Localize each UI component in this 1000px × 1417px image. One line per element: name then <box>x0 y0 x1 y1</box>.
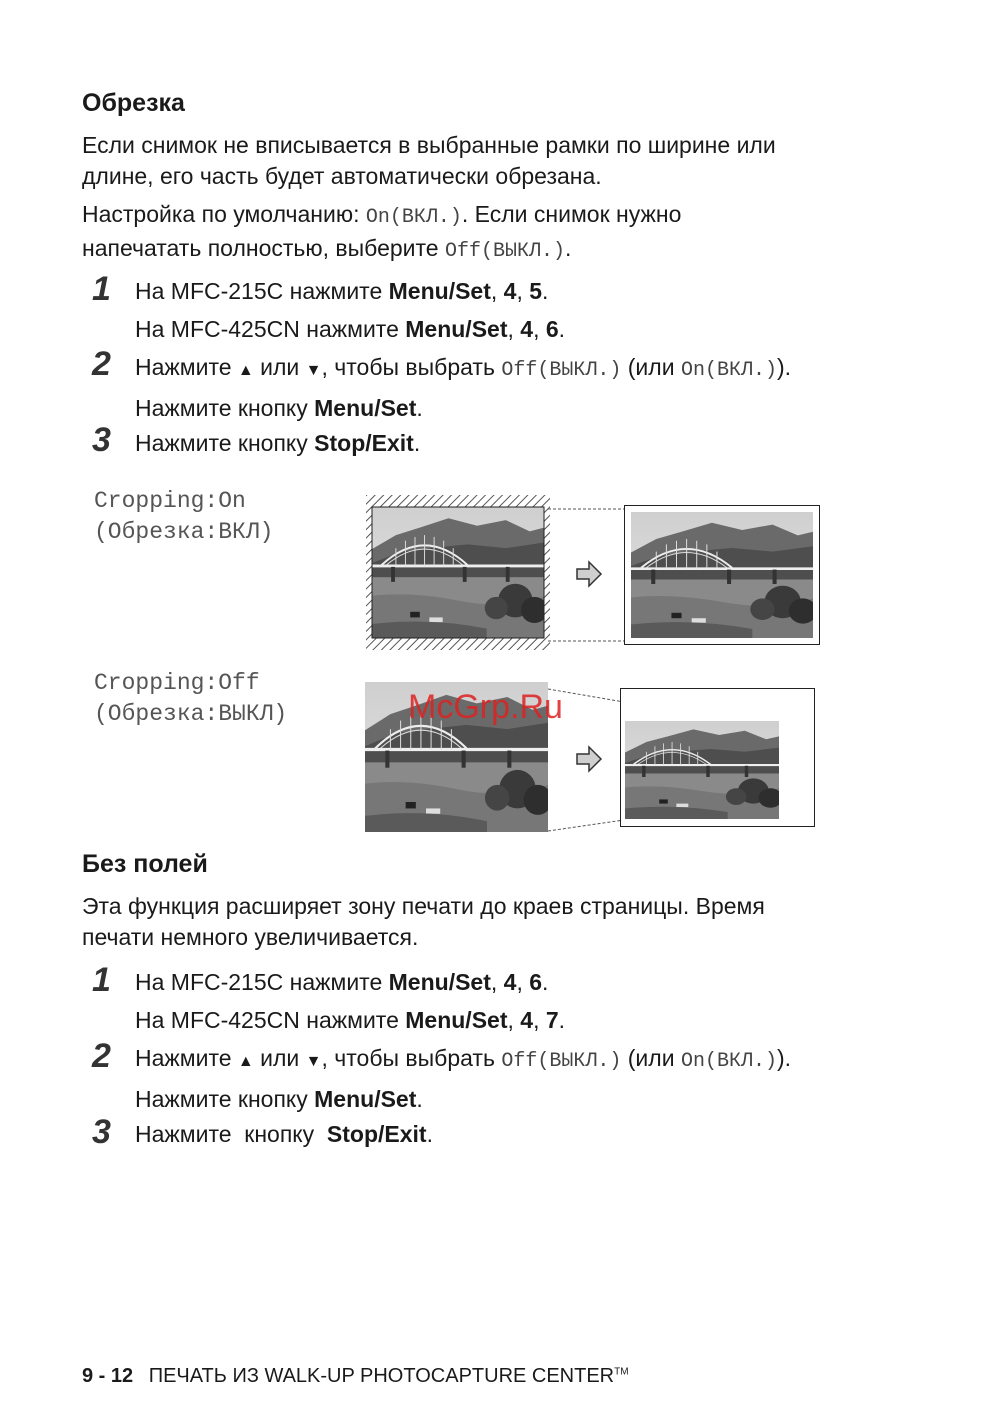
key-name: Stop/Exit <box>326 1121 427 1147</box>
step-number: 2 <box>92 1037 111 1075</box>
text-fragment: . <box>426 1121 433 1147</box>
key-name: Menu/Set <box>388 969 491 995</box>
text-fragment: . <box>416 395 423 421</box>
text-fragment: Нажмите кнопку <box>135 430 315 456</box>
text-fragment: На MFC-425CN нажмите <box>135 316 406 342</box>
text-fragment: Нажмите кнопку <box>135 1086 315 1112</box>
step-3-text <box>135 428 420 459</box>
step-2-text <box>135 1043 791 1115</box>
text-fragment: или <box>253 1045 306 1071</box>
text-line: длине, его часть будет автоматически обрезана. <box>82 163 602 189</box>
text-line: Эта функция расширяет зону печати до краев страницы. Время <box>82 893 765 919</box>
page-number: 9 - 12 <box>82 1365 134 1387</box>
photo-cropping-on-original <box>366 495 550 650</box>
text-fragment: , <box>533 1007 546 1033</box>
step-2-text <box>135 352 791 424</box>
section-heading-cropping: Обрезка <box>82 89 185 117</box>
cropping-default-note <box>82 199 681 267</box>
lcd-line: (Обрезка:ВЫКЛ) <box>94 701 288 727</box>
key-name: Menu/Set <box>405 1007 508 1033</box>
text-fragment: . <box>542 278 549 304</box>
key-number: 6 <box>545 316 559 342</box>
setting-value: On(ВКЛ.) <box>365 206 462 229</box>
key-number: 4 <box>520 1007 534 1033</box>
key-name: Menu/Set <box>314 395 417 421</box>
text-fragment: . <box>542 969 549 995</box>
lcd-cropping-on <box>94 486 273 548</box>
chapter-title: ПЕЧАТЬ ИЗ WALK-UP PHOTOCAPTURE CENTER <box>148 1365 615 1387</box>
key-name: Stop/Exit <box>314 430 414 456</box>
photo-cropping-on-printed <box>624 505 820 645</box>
down-arrow-icon: ▼ <box>305 362 322 379</box>
text-fragment: Нажмите кнопку <box>135 1121 327 1147</box>
key-number: 4 <box>520 316 534 342</box>
step-number: 1 <box>92 961 111 999</box>
text-fragment: . <box>416 1086 423 1112</box>
section-heading-borderless: Без полей <box>82 850 208 878</box>
right-arrow-icon <box>575 560 603 588</box>
text-fragment: ). <box>776 1045 792 1071</box>
text-fragment: На MFC-425CN нажмите <box>135 1007 406 1033</box>
step-number: 3 <box>92 1113 111 1151</box>
setting-value: Off(ВЫКЛ.) <box>501 359 622 382</box>
key-number: 5 <box>529 278 543 304</box>
photo-cropping-off-printed <box>620 688 815 827</box>
text-fragment: Нажмите кнопку <box>135 395 315 421</box>
text-fragment: , <box>516 969 530 995</box>
setting-value: On(ВКЛ.) <box>680 359 777 382</box>
text-fragment: ). <box>776 354 792 380</box>
borderless-description <box>82 891 765 953</box>
step-1-text <box>135 276 565 345</box>
key-number: 7 <box>545 1007 559 1033</box>
lcd-cropping-off <box>94 668 287 730</box>
text-fragment: . <box>558 1007 566 1033</box>
key-name: Menu/Set <box>314 1086 417 1112</box>
watermark-text: McGrp.Ru <box>408 688 563 726</box>
text-fragment: , чтобы выбрать <box>321 1045 502 1071</box>
step-number: 3 <box>92 421 111 459</box>
text-line: печати немного увеличивается. <box>82 924 419 950</box>
text-fragment: , <box>516 278 530 304</box>
lcd-line: (Обрезка:ВКЛ) <box>94 519 274 545</box>
lcd-line: Cropping:On <box>94 488 246 514</box>
text-fragment: На MFC-215C нажмите <box>135 969 389 995</box>
text-fragment: , <box>507 316 521 342</box>
text-fragment: . <box>558 316 566 342</box>
text-fragment: . <box>565 235 572 261</box>
step-number: 1 <box>92 270 111 308</box>
step-number: 2 <box>92 345 111 383</box>
up-arrow-icon: ▲ <box>237 362 254 379</box>
text-fragment: напечатать полностью, выберите <box>82 235 445 261</box>
page-footer <box>82 1365 629 1388</box>
text-fragment: Нажмите <box>135 1045 238 1071</box>
setting-value: On(ВКЛ.) <box>680 1050 777 1073</box>
cropping-description <box>82 130 776 192</box>
text-fragment: , чтобы выбрать <box>321 354 502 380</box>
up-arrow-icon: ▲ <box>237 1053 254 1070</box>
down-arrow-icon: ▼ <box>305 1053 322 1070</box>
text-fragment: (или <box>621 1045 681 1071</box>
setting-value: Off(ВЫКЛ.) <box>444 240 565 263</box>
step-3-text <box>135 1119 433 1150</box>
text-fragment: На MFC-215C нажмите <box>135 278 389 304</box>
text-line: Если снимок не вписывается в выбранные рамки по ширине или <box>82 132 776 158</box>
text-fragment: , <box>490 969 504 995</box>
key-number: 4 <box>503 278 517 304</box>
setting-value: Off(ВЫКЛ.) <box>501 1050 622 1073</box>
text-fragment: Нажмите <box>135 354 238 380</box>
lcd-line: Cropping:Off <box>94 670 260 696</box>
text-fragment: , <box>490 278 504 304</box>
text-fragment: или <box>253 354 306 380</box>
key-number: 4 <box>503 969 517 995</box>
key-name: Menu/Set <box>388 278 491 304</box>
text-fragment: , <box>533 316 546 342</box>
text-fragment: Настройка по умолчанию: <box>82 201 366 227</box>
text-fragment: . <box>413 430 421 456</box>
text-fragment: (или <box>621 354 681 380</box>
key-number: 6 <box>529 969 543 995</box>
step-1-text <box>135 967 565 1036</box>
text-fragment: , <box>507 1007 521 1033</box>
right-arrow-icon <box>575 745 603 773</box>
text-fragment: . Если снимок нужно <box>461 201 682 227</box>
key-name: Menu/Set <box>405 316 508 342</box>
trademark-mark: TM <box>614 1366 629 1378</box>
